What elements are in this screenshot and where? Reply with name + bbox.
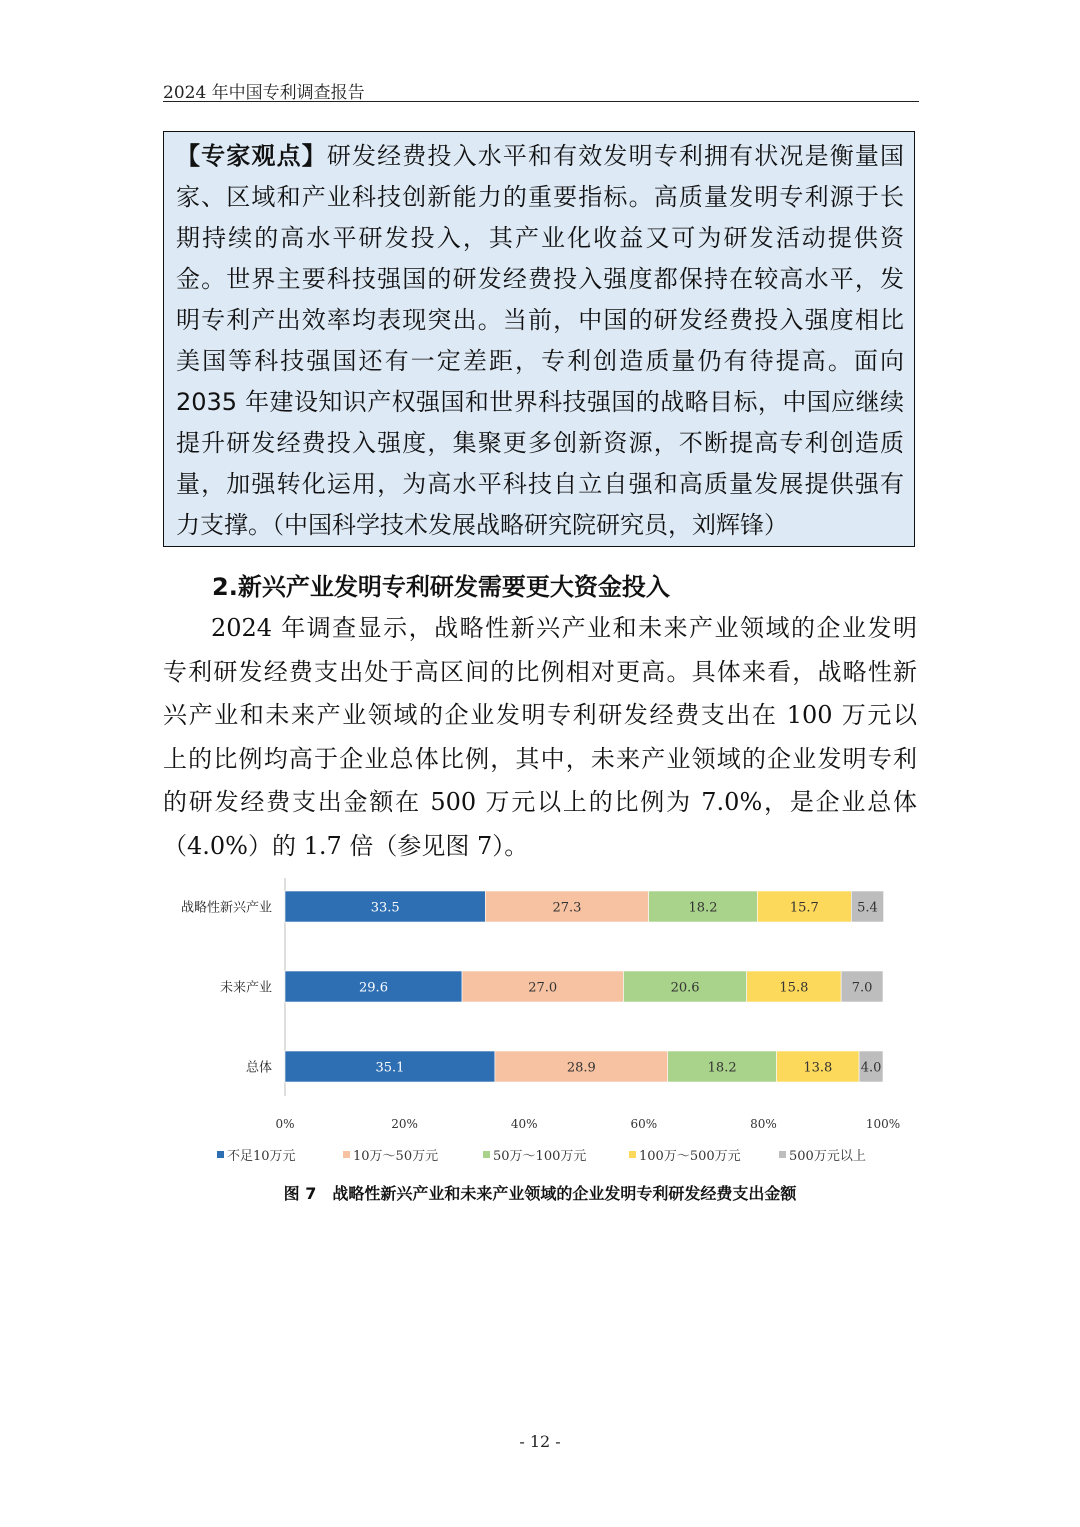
category-label-1: 战略性新兴产业 <box>180 900 272 916</box>
expert-line-4: 金。世界主要科技强国的研发经费投入强度都保持在较高水平，发 <box>176 265 904 293</box>
category-label-3: 总体 <box>245 1060 272 1076</box>
data-label-3-2: 28.9 <box>566 1060 596 1076</box>
page-number: - 12 - <box>519 1432 561 1451</box>
data-label-2-3: 20.6 <box>670 980 700 996</box>
data-label-2-2: 27.0 <box>528 980 558 996</box>
data-label-2-4: 15.8 <box>779 980 809 996</box>
stacked-bar-chart <box>150 870 920 1175</box>
legend-label-5: 500万元以上 <box>789 1149 866 1164</box>
expert-line-10: 力支撑。（中国科学技术发展战略研究院研究员，刘辉锋） <box>176 511 788 539</box>
legend-swatch-3 <box>483 1151 490 1158</box>
data-label-3-4: 13.8 <box>803 1060 833 1076</box>
paragraph-line-4: 上的比例均高于企业总体比例，其中，未来产业领域的企业发明专利 <box>163 744 917 773</box>
x-tick-label-6: 100% <box>865 1117 901 1131</box>
paragraph-line-6: （4.0%）的 1.7 倍（参见图 7）。 <box>163 831 529 860</box>
x-tick-label-3: 40% <box>510 1117 538 1131</box>
data-label-1-2: 27.3 <box>552 900 582 916</box>
data-label-3-3: 18.2 <box>707 1060 737 1076</box>
category-label-2: 未来产业 <box>219 980 272 996</box>
paragraph-line-2: 专利研发经费支出处于高区间的比例相对更高。具体来看，战略性新 <box>163 657 917 686</box>
report-header-title: 2024 年中国专利调查报告 <box>163 83 365 103</box>
expert-line-9: 量，加强转化运用，为高水平科技自立自强和高质量发展提供强有 <box>176 470 904 498</box>
legend-swatch-1 <box>217 1151 224 1158</box>
header-divider <box>163 101 919 102</box>
expert-opinion-box <box>163 131 915 547</box>
legend-swatch-4 <box>629 1151 636 1158</box>
paragraph-line-3: 兴产业和未来产业领域的企业发明专利研发经费支出在 100 万元以 <box>163 701 917 729</box>
data-label-1-5: 5.4 <box>857 900 878 916</box>
x-tick-label-2: 20% <box>391 1117 418 1131</box>
legend-swatch-5 <box>779 1151 786 1158</box>
legend-label-2: 10万～50万元 <box>353 1149 439 1164</box>
data-label-1-4: 15.7 <box>789 900 819 916</box>
expert-tag: 【专家观点】 <box>176 142 327 170</box>
expert-line-3: 期持续的高水平研发投入，其产业化收益又可为研发活动提供资 <box>176 224 904 252</box>
data-label-1-1: 33.5 <box>370 900 400 916</box>
paragraph-line-5: 的研发经费支出金额在 500 万元以上的比例为 7.0%，是企业总体 <box>163 788 917 816</box>
body-paragraph <box>163 607 917 868</box>
expert-line-1: 【专家观点】研发经费投入水平和有效发明专利拥有状况是衡量国 <box>176 142 905 170</box>
data-label-2-1: 29.6 <box>359 980 388 996</box>
legend-label-4: 100万～500万元 <box>639 1149 741 1164</box>
section-heading: 2.新兴产业发明专利研发需要更大资金投入 <box>212 573 670 601</box>
expert-line-7: 2035 年建设知识产权强国和世界科技强国的战略目标，中国应继续 <box>176 388 904 416</box>
expert-line-6: 美国等科技强国还有一定差距，专利创造质量仍有待提高。面向 <box>176 347 904 375</box>
x-tick-label-5: 80% <box>750 1117 777 1131</box>
legend-swatch-2 <box>343 1151 350 1158</box>
data-label-2-5: 7.0 <box>851 980 873 996</box>
expert-line-8: 提升研发经费投入强度，集聚更多创新资源，不断提高专利创造质 <box>176 429 904 457</box>
data-label-3-5: 4.0 <box>860 1060 882 1076</box>
expert-line-5: 明专利产出效率均表现突出。当前，中国的研发经费投入强度相比 <box>176 306 904 334</box>
x-tick-label-4: 60% <box>630 1117 658 1131</box>
figure-caption: 图 7 战略性新兴产业和未来产业领域的企业发明专利研发经费支出金额 <box>283 1184 797 1203</box>
data-label-1-3: 18.2 <box>688 900 718 916</box>
legend-label-3: 50万～100万元 <box>493 1149 587 1164</box>
x-tick-label-1: 0% <box>275 1117 295 1131</box>
legend-label-1: 不足10万元 <box>227 1149 296 1164</box>
data-label-3-1: 35.1 <box>375 1060 405 1076</box>
paragraph-line-1: 2024 年调查显示，战略性新兴产业和未来产业领域的企业发明 <box>211 614 917 642</box>
expert-line-2: 家、区域和产业科技创新能力的重要指标。高质量发明专利源于长 <box>176 183 904 211</box>
